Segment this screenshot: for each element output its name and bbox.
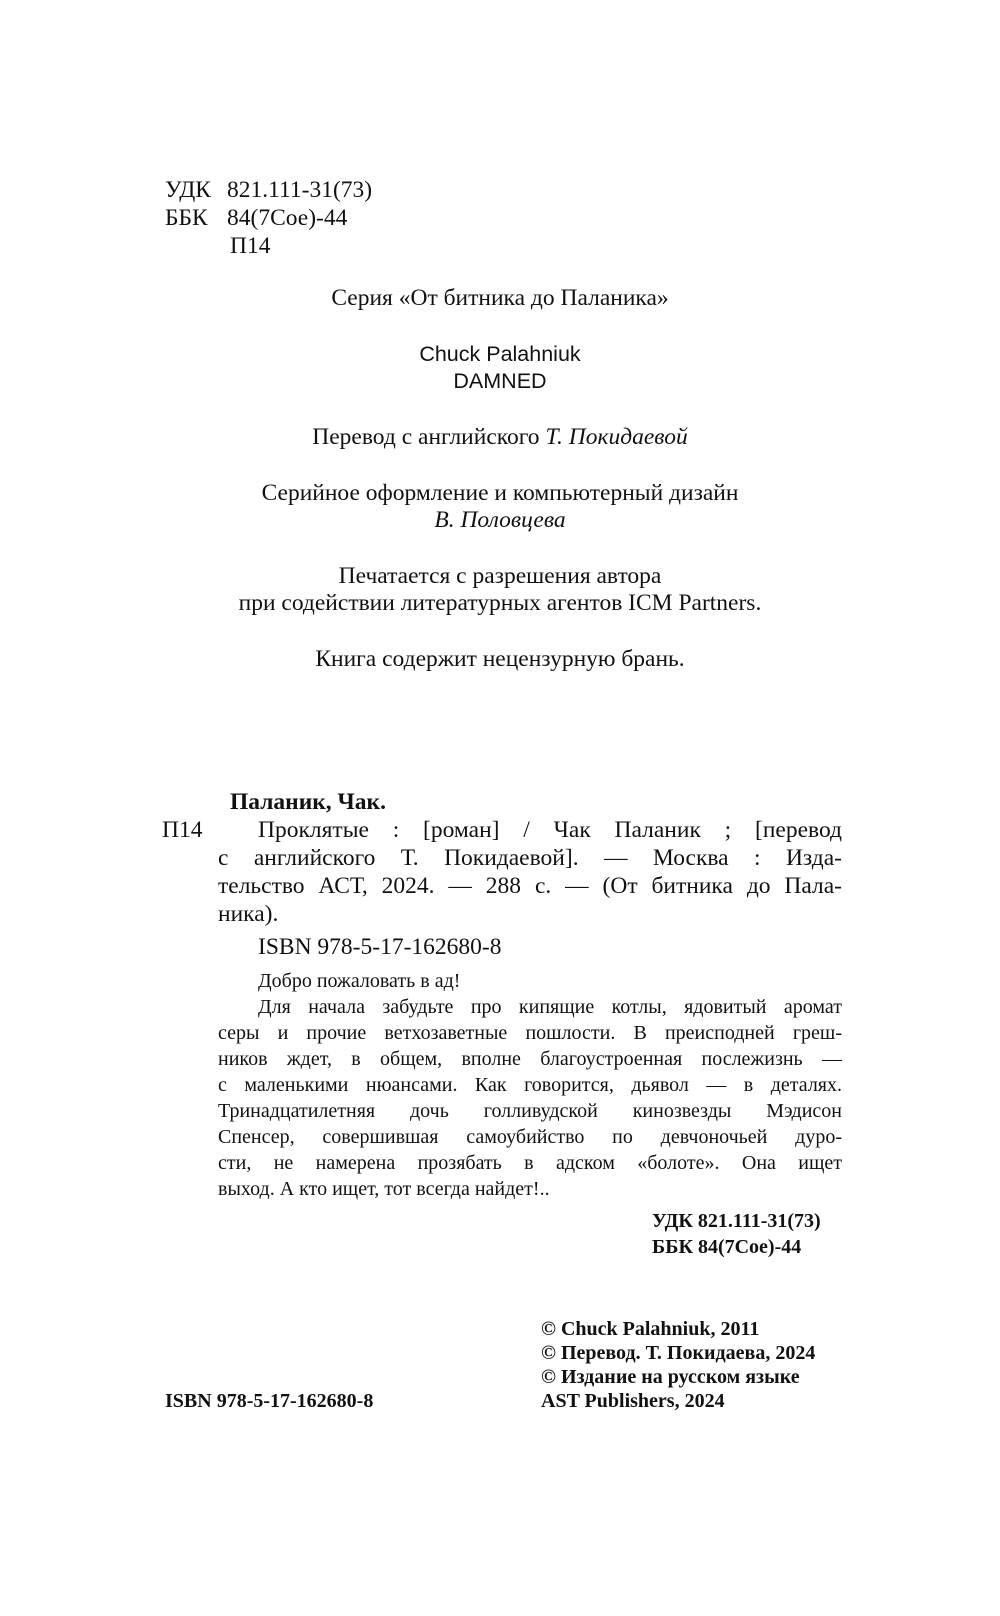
- annotation-line-2: серы и прочие ветхозаветные пошлости. В преисподней греш-: [218, 1022, 842, 1044]
- copyright-line-1: © Chuck Palahniuk, 2011: [541, 1318, 760, 1340]
- udk-label: УДК: [165, 177, 211, 203]
- annotation-line-1: Для начала забудьте про кипящие котлы, ядовитый аромат: [258, 996, 842, 1018]
- catalog-udk: УДК 821.111-31(73): [652, 1210, 821, 1232]
- catalog-entry-line-3: тельство АСТ, 2024. — 288 с. — (От битника до Пала-: [218, 873, 842, 899]
- original-title: DAMNED: [453, 369, 547, 393]
- catalog-isbn: ISBN 978-5-17-162680-8: [258, 934, 502, 960]
- catalog-heading: Паланик, Чак.: [230, 789, 386, 815]
- publisher-line: AST Publishers, 2024: [541, 1390, 725, 1412]
- annotation-line-3: ников ждет, в общем, вполне благоустроенная послежизнь —: [218, 1048, 842, 1070]
- annotation-line-7: сти, не намерена прозябать в адском «болоте». Она ищет: [218, 1152, 842, 1174]
- udk-top: [165, 176, 372, 204]
- bbk-value: 84(7Сое)-44: [227, 205, 348, 231]
- catalog-entry-line-1: Проклятые : [роман] / Чак Паланик ; [перевод: [258, 817, 842, 843]
- catalog-mark: П14: [162, 817, 203, 843]
- copyright-line-3: © Издание на русском языке: [541, 1366, 800, 1388]
- annotation-line-5: Тринадцатилетняя дочь голливудской кинозвезды Мэдисон: [218, 1100, 842, 1122]
- bbk-label: ББК: [165, 205, 208, 231]
- original-author: Chuck Palahniuk: [419, 342, 581, 366]
- bottom-isbn: ISBN 978-5-17-162680-8: [165, 1390, 374, 1412]
- annotation-first: Добро пожаловать в ад!: [258, 970, 461, 992]
- catalog-entry-line-2: с английского Т. Покидаевой]. — Москва : Изда-: [218, 845, 842, 871]
- translation-line: [0, 423, 1000, 451]
- bbk-top: [165, 204, 347, 232]
- annotation-line-4: с маленькими нюансами. Как говорится, дьявол — в деталях.: [218, 1074, 842, 1096]
- permission-line-2: при содействии литературных агентов ICM Partners.: [238, 590, 762, 616]
- annotation-line-6: Спенсер, совершившая самоубийство по девчоночьей дуро-: [218, 1126, 842, 1148]
- catalog-entry-line-4: ника).: [218, 901, 279, 927]
- series-line: Серия «От битника до Паланика»: [331, 285, 669, 311]
- content-warning: Книга содержит нецензурную брань.: [315, 646, 685, 672]
- udk-value: 821.111-31(73): [227, 177, 373, 203]
- permission-line-1: Печатается с разрешения автора: [338, 563, 662, 589]
- annotation-last: выход. А кто ищет, тот всегда найдет!..: [218, 1178, 550, 1200]
- translator-name: Т. Покидаевой: [545, 424, 688, 450]
- copyright-line-2: © Перевод. Т. Покидаева, 2024: [541, 1342, 816, 1364]
- translation-prefix: Перевод с английского: [312, 424, 540, 450]
- designer-name: В. Половцева: [434, 507, 566, 533]
- catalog-bbk: ББК 84(7Сое)-44: [652, 1236, 802, 1258]
- design-line: Серийное оформление и компьютерный дизайн: [261, 480, 739, 506]
- author-mark-top: П14: [230, 233, 271, 259]
